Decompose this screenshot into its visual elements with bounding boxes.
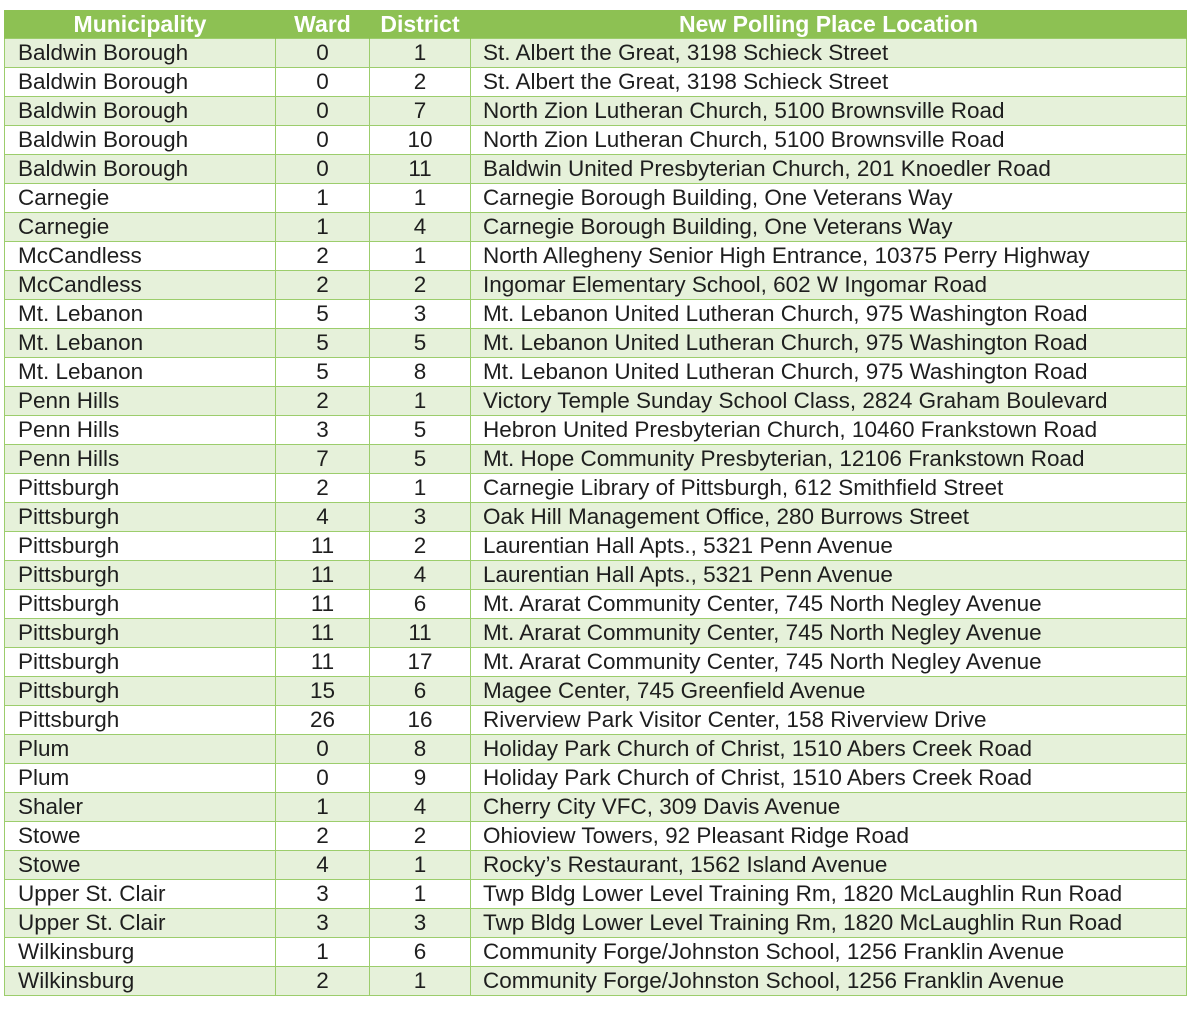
cell-ward: 11 [276,532,370,561]
cell-district: 8 [370,735,471,764]
table-row [5,358,1187,387]
cell-municipality: Baldwin Borough [5,155,276,184]
table-row [5,445,1187,474]
cell-location: Mt. Lebanon United Lutheran Church, 975 Washington Road [471,329,1187,358]
cell-location: St. Albert the Great, 3198 Schieck Street [471,68,1187,97]
cell-district: 1 [370,880,471,909]
cell-district: 1 [370,387,471,416]
cell-municipality: Baldwin Borough [5,97,276,126]
cell-ward: 0 [276,735,370,764]
cell-ward: 3 [276,909,370,938]
cell-location: Laurentian Hall Apts., 5321 Penn Avenue [471,532,1187,561]
cell-district: 3 [370,503,471,532]
cell-district: 3 [370,300,471,329]
table-row [5,416,1187,445]
cell-location: Carnegie Borough Building, One Veterans Way [471,213,1187,242]
table-row [5,271,1187,300]
cell-location: Mt. Hope Community Presbyterian, 12106 Frankstown Road [471,445,1187,474]
cell-location: Twp Bldg Lower Level Training Rm, 1820 McLaughlin Run Road [471,880,1187,909]
table-row [5,648,1187,677]
cell-location: Victory Temple Sunday School Class, 2824 Graham Boulevard [471,387,1187,416]
cell-district: 4 [370,793,471,822]
table-row [5,967,1187,996]
table-row [5,822,1187,851]
cell-location: Mt. Ararat Community Center, 745 North Negley Avenue [471,590,1187,619]
cell-municipality: McCandless [5,242,276,271]
header-location: New Polling Place Location [471,10,1187,39]
cell-municipality: Mt. Lebanon [5,300,276,329]
cell-municipality: Upper St. Clair [5,909,276,938]
cell-municipality: McCandless [5,271,276,300]
cell-location: Rocky’s Restaurant, 1562 Island Avenue [471,851,1187,880]
cell-location: Mt. Lebanon United Lutheran Church, 975 Washington Road [471,358,1187,387]
cell-location: Hebron United Presbyterian Church, 10460 Frankstown Road [471,416,1187,445]
cell-location: North Allegheny Senior High Entrance, 10375 Perry Highway [471,242,1187,271]
header-municipality: Municipality [5,10,276,39]
cell-ward: 0 [276,126,370,155]
table-row [5,213,1187,242]
cell-ward: 1 [276,213,370,242]
cell-ward: 5 [276,300,370,329]
cell-ward: 26 [276,706,370,735]
cell-ward: 3 [276,416,370,445]
cell-district: 1 [370,39,471,68]
table-row [5,677,1187,706]
cell-location: Ohioview Towers, 92 Pleasant Ridge Road [471,822,1187,851]
cell-location: Magee Center, 745 Greenfield Avenue [471,677,1187,706]
table-row [5,532,1187,561]
cell-ward: 0 [276,764,370,793]
cell-municipality: Pittsburgh [5,474,276,503]
header-ward: Ward [276,10,370,39]
table-row [5,706,1187,735]
cell-district: 16 [370,706,471,735]
cell-district: 1 [370,851,471,880]
cell-municipality: Pittsburgh [5,706,276,735]
cell-municipality: Shaler [5,793,276,822]
cell-municipality: Plum [5,735,276,764]
cell-location: Cherry City VFC, 309 Davis Avenue [471,793,1187,822]
cell-location: St. Albert the Great, 3198 Schieck Street [471,39,1187,68]
cell-municipality: Stowe [5,822,276,851]
cell-district: 11 [370,155,471,184]
cell-municipality: Pittsburgh [5,619,276,648]
cell-ward: 2 [276,271,370,300]
polling-place-table [4,10,1187,996]
table-row [5,735,1187,764]
table-row [5,590,1187,619]
cell-ward: 1 [276,184,370,213]
cell-ward: 0 [276,155,370,184]
table-row [5,851,1187,880]
cell-ward: 11 [276,619,370,648]
header-district: District [370,10,471,39]
cell-location: Oak Hill Management Office, 280 Burrows Street [471,503,1187,532]
table-row [5,97,1187,126]
table-row [5,184,1187,213]
cell-municipality: Baldwin Borough [5,39,276,68]
table-row [5,880,1187,909]
table-row [5,909,1187,938]
cell-district: 8 [370,358,471,387]
cell-location: North Zion Lutheran Church, 5100 Brownsville Road [471,126,1187,155]
cell-ward: 4 [276,503,370,532]
table-row [5,300,1187,329]
cell-municipality: Penn Hills [5,445,276,474]
cell-ward: 1 [276,793,370,822]
cell-location: Carnegie Borough Building, One Veterans Way [471,184,1187,213]
cell-ward: 2 [276,242,370,271]
table-row [5,39,1187,68]
cell-municipality: Pittsburgh [5,503,276,532]
cell-municipality: Penn Hills [5,416,276,445]
cell-municipality: Pittsburgh [5,561,276,590]
cell-location: Community Forge/Johnston School, 1256 Franklin Avenue [471,938,1187,967]
cell-district: 6 [370,590,471,619]
cell-ward: 0 [276,39,370,68]
cell-district: 6 [370,677,471,706]
cell-district: 10 [370,126,471,155]
cell-district: 6 [370,938,471,967]
cell-district: 4 [370,561,471,590]
cell-location: Mt. Lebanon United Lutheran Church, 975 Washington Road [471,300,1187,329]
cell-municipality: Wilkinsburg [5,938,276,967]
cell-district: 2 [370,822,471,851]
cell-municipality: Wilkinsburg [5,967,276,996]
cell-location: Holiday Park Church of Christ, 1510 Abers Creek Road [471,764,1187,793]
cell-district: 2 [370,271,471,300]
table-row [5,155,1187,184]
cell-municipality: Pittsburgh [5,677,276,706]
cell-ward: 0 [276,97,370,126]
cell-ward: 2 [276,474,370,503]
cell-district: 1 [370,474,471,503]
cell-municipality: Upper St. Clair [5,880,276,909]
table-row [5,503,1187,532]
cell-ward: 4 [276,851,370,880]
cell-district: 9 [370,764,471,793]
cell-location: Laurentian Hall Apts., 5321 Penn Avenue [471,561,1187,590]
cell-ward: 11 [276,648,370,677]
cell-district: 3 [370,909,471,938]
cell-municipality: Mt. Lebanon [5,358,276,387]
cell-municipality: Mt. Lebanon [5,329,276,358]
table-row [5,387,1187,416]
cell-municipality: Pittsburgh [5,648,276,677]
cell-ward: 1 [276,938,370,967]
cell-district: 17 [370,648,471,677]
cell-municipality: Stowe [5,851,276,880]
cell-district: 5 [370,416,471,445]
cell-ward: 5 [276,358,370,387]
cell-district: 1 [370,242,471,271]
table-row [5,938,1187,967]
cell-municipality: Plum [5,764,276,793]
cell-municipality: Carnegie [5,213,276,242]
cell-ward: 2 [276,387,370,416]
cell-district: 2 [370,532,471,561]
table-row [5,329,1187,358]
cell-district: 2 [370,68,471,97]
cell-ward: 5 [276,329,370,358]
cell-municipality: Baldwin Borough [5,68,276,97]
cell-ward: 3 [276,880,370,909]
cell-ward: 11 [276,561,370,590]
cell-district: 4 [370,213,471,242]
table-row [5,793,1187,822]
cell-district: 5 [370,329,471,358]
cell-district: 1 [370,967,471,996]
table-row [5,242,1187,271]
cell-location: Ingomar Elementary School, 602 W Ingomar Road [471,271,1187,300]
cell-municipality: Penn Hills [5,387,276,416]
cell-ward: 0 [276,68,370,97]
cell-district: 11 [370,619,471,648]
cell-location: Mt. Ararat Community Center, 745 North Negley Avenue [471,648,1187,677]
table-row [5,619,1187,648]
cell-location: North Zion Lutheran Church, 5100 Brownsville Road [471,97,1187,126]
cell-district: 7 [370,97,471,126]
cell-location: Baldwin United Presbyterian Church, 201 Knoedler Road [471,155,1187,184]
table-header-row [5,10,1187,39]
table-row [5,68,1187,97]
cell-location: Community Forge/Johnston School, 1256 Franklin Avenue [471,967,1187,996]
table-row [5,561,1187,590]
cell-ward: 2 [276,967,370,996]
cell-location: Riverview Park Visitor Center, 158 Riverview Drive [471,706,1187,735]
cell-ward: 11 [276,590,370,619]
cell-ward: 2 [276,822,370,851]
cell-location: Holiday Park Church of Christ, 1510 Abers Creek Road [471,735,1187,764]
cell-ward: 7 [276,445,370,474]
cell-location: Carnegie Library of Pittsburgh, 612 Smithfield Street [471,474,1187,503]
table-row [5,126,1187,155]
cell-district: 5 [370,445,471,474]
cell-location: Mt. Ararat Community Center, 745 North Negley Avenue [471,619,1187,648]
cell-ward: 15 [276,677,370,706]
cell-municipality: Pittsburgh [5,590,276,619]
cell-district: 1 [370,184,471,213]
cell-municipality: Baldwin Borough [5,126,276,155]
cell-municipality: Pittsburgh [5,532,276,561]
table-row [5,474,1187,503]
table-row [5,764,1187,793]
table-body [5,39,1187,996]
cell-location: Twp Bldg Lower Level Training Rm, 1820 McLaughlin Run Road [471,909,1187,938]
cell-municipality: Carnegie [5,184,276,213]
